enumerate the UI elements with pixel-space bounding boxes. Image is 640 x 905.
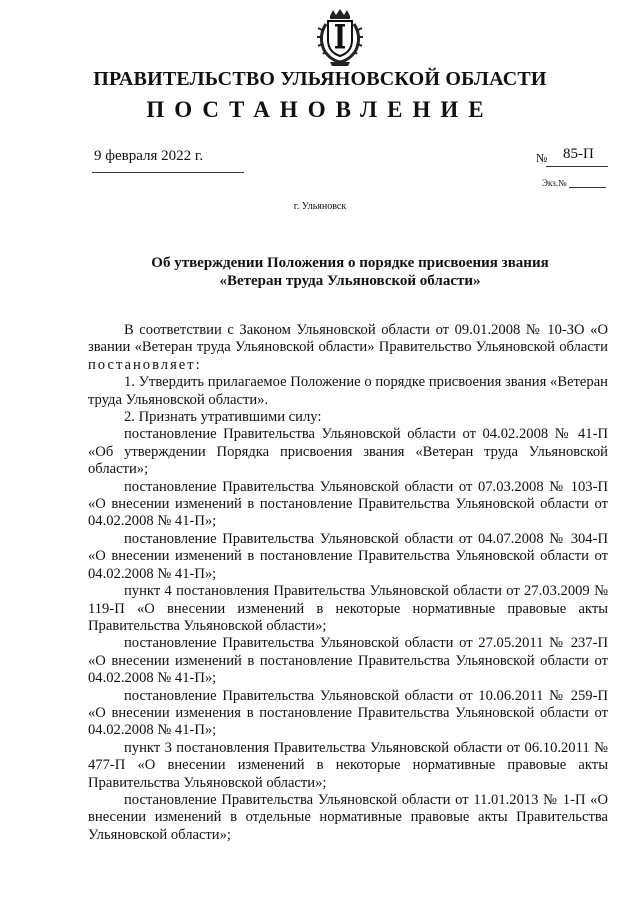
document-title	[100, 254, 600, 290]
number-underline	[546, 166, 608, 167]
repealed-act: постановление Правительства Ульяновской области от 04.02.2008 № 41-П «Об утверждении Порядка присвоения звания «Ветеран труда Ульяновской области»;	[88, 426, 608, 478]
resolves-word: постановляет:	[88, 356, 202, 373]
repealed-act: постановление Правительства Ульяновской области от 27.05.2011 № 237-П «О внесении изменений в постановление Правительства Ульяновской области от 04.02.2008 № 41-П»;	[88, 635, 608, 687]
document-body	[88, 322, 608, 844]
government-name: ПРАВИТЕЛЬСТВО УЛЬЯНОВСКОЙ ОБЛАСТИ	[93, 68, 547, 90]
item-1: 1. Утвердить прилагаемое Положение о порядке присвоения звания «Ветеран труда Ульяновской области».	[88, 374, 608, 408]
item-2: 2. Признать утратившими силу:	[124, 409, 322, 426]
copy-number-label: Экз.№	[542, 178, 567, 188]
title-line-1: Об утверждении Положения о порядке присвоения звания	[151, 255, 549, 271]
repealed-act: постановление Правительства Ульяновской области от 11.01.2013 № 1-П «О внесении изменений в отдельные нормативные правовые акты Правительства Ульяновской области»;	[88, 791, 608, 843]
intro-paragraph	[88, 322, 608, 374]
ulyanovsk-coat-of-arms-icon	[308, 6, 372, 70]
document-date: 9 февраля 2022 г.	[94, 148, 204, 164]
document-type: ПОСТАНОВЛЕНИЕ	[146, 97, 494, 122]
intro-text: В соответствии с Законом Ульяновской области от 09.01.2008 № 10-ЗО «О звании «Ветеран труда Ульяновской области» Правительство Ульяновской области	[88, 322, 608, 356]
date-underline	[92, 172, 244, 173]
repealed-act: постановление Правительства Ульяновской области от 04.07.2008 № 304-П «О внесении изменений в постановление Правительства Ульяновской области от 04.02.2008 № 41-П»;	[88, 530, 608, 582]
repealed-act: пункт 3 постановления Правительства Ульяновской области от 06.10.2011 № 477-П «О внесении изменений в некоторые нормативные правовые акты Правительства Ульяновской области»;	[88, 739, 608, 791]
copy-number-underline	[569, 187, 606, 188]
repealed-act: постановление Правительства Ульяновской области от 07.03.2008 № 103-П «О внесении изменений в постановление Правительства Ульяновской области от 04.02.2008 № 41-П»;	[88, 478, 608, 530]
document-number: 85-П	[563, 146, 594, 162]
number-sign: №	[536, 151, 548, 165]
repealed-act: пункт 4 постановления Правительства Ульяновской области от 27.03.2009 № 119-П «О внесении изменений в некоторые нормативные правовые акты Правительства Ульяновской области»;	[88, 583, 608, 634]
title-line-2: «Ветеран труда Ульяновской области»	[219, 273, 481, 289]
repealed-act: постановление Правительства Ульяновской области от 10.06.2011 № 259-П «О внесении изменения в постановление Правительства Ульяновской области от 04.02.2008 № 41-П»;	[88, 687, 608, 739]
city: г. Ульяновск	[293, 201, 347, 212]
